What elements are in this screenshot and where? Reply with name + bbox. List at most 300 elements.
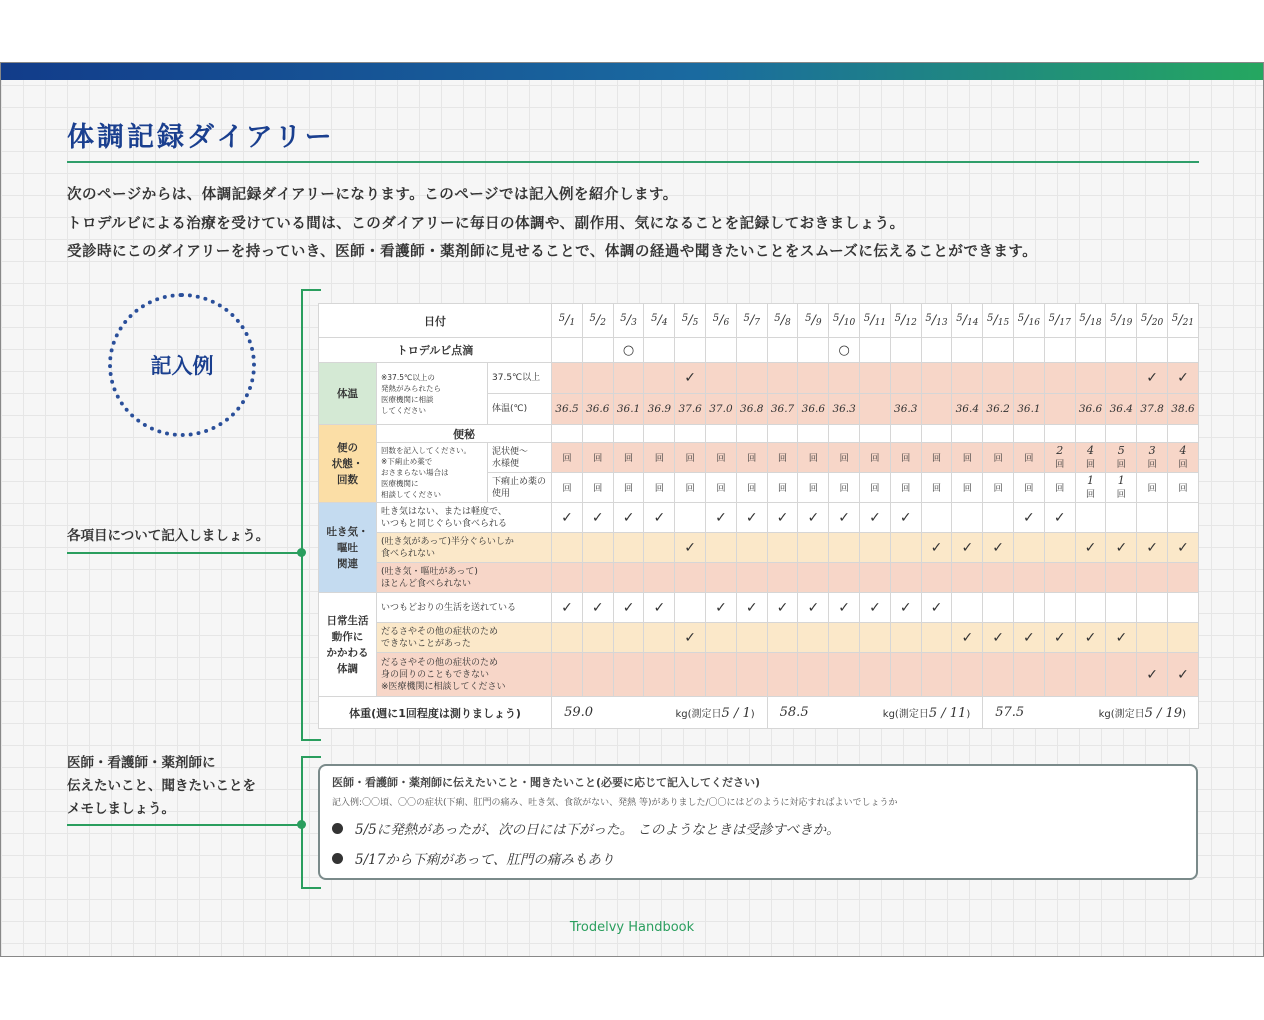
text-line: だるさやその他の症状のため: [381, 626, 499, 637]
daily-cell[interactable]: [1168, 593, 1199, 623]
daily-cell[interactable]: ✓: [921, 593, 952, 623]
loose-stool-cell[interactable]: [798, 443, 829, 473]
nausea-cell[interactable]: [983, 503, 1014, 533]
nausea-cell[interactable]: ✓: [1106, 533, 1137, 563]
temp-cell[interactable]: 36.6: [798, 394, 829, 425]
daily-cell[interactable]: [1106, 593, 1137, 623]
temp-high-cell[interactable]: ✓: [1137, 363, 1168, 394]
daily-cell[interactable]: ✓: [552, 593, 583, 623]
drip-cell[interactable]: [644, 338, 675, 363]
daily-cell[interactable]: [890, 623, 921, 653]
nausea-cell[interactable]: [1137, 503, 1168, 533]
loose-stool-cell[interactable]: [983, 443, 1014, 473]
nausea-cell[interactable]: ✓: [1168, 533, 1199, 563]
constipation-cell[interactable]: [1106, 425, 1137, 443]
daily-cell[interactable]: [1044, 653, 1075, 697]
drip-cell[interactable]: [798, 338, 829, 363]
nausea-cell[interactable]: ✓: [644, 503, 675, 533]
temp-cell[interactable]: 37.6: [675, 394, 706, 425]
loose-stool-cell[interactable]: [706, 443, 737, 473]
drip-cell[interactable]: [983, 338, 1014, 363]
diary-table: [318, 303, 1199, 729]
daily-cell[interactable]: [736, 653, 767, 697]
temp-high-cell[interactable]: ✓: [675, 363, 706, 394]
daily-cell[interactable]: [1106, 653, 1137, 697]
nausea-cell[interactable]: [1014, 563, 1045, 593]
nausea-cell[interactable]: ✓: [952, 533, 983, 563]
nausea-cell[interactable]: ✓: [675, 533, 706, 563]
temp-cell[interactable]: 36.6: [582, 394, 613, 425]
daily-cell[interactable]: [798, 623, 829, 653]
drip-cell[interactable]: [952, 338, 983, 363]
temp-cell[interactable]: 36.4: [952, 394, 983, 425]
constipation-cell[interactable]: [829, 425, 860, 443]
table-row: [319, 533, 1199, 563]
temp-high-cell[interactable]: [952, 363, 983, 394]
nausea-row-label: [377, 563, 552, 593]
nausea-cell[interactable]: [1137, 563, 1168, 593]
nausea-cell[interactable]: [798, 533, 829, 563]
daily-cell[interactable]: ✓: [890, 593, 921, 623]
daily-cell[interactable]: ✓: [675, 623, 706, 653]
temp-high-cell[interactable]: [1044, 363, 1075, 394]
temp-cell[interactable]: 37.8: [1137, 394, 1168, 425]
nausea-cell[interactable]: [860, 533, 891, 563]
count-unit: 回: [870, 454, 880, 464]
table-row: [319, 623, 1199, 653]
temp-high-cell[interactable]: [798, 363, 829, 394]
daily-cell[interactable]: ✓: [582, 593, 613, 623]
nausea-cell[interactable]: [736, 563, 767, 593]
daily-cell[interactable]: ✓: [1137, 653, 1168, 697]
antidiarrheal-cell[interactable]: [552, 473, 583, 503]
drip-cell[interactable]: [706, 338, 737, 363]
nausea-cell[interactable]: [890, 563, 921, 593]
weight-cell[interactable]: [552, 697, 768, 729]
antidiarrheal-cell[interactable]: [644, 473, 675, 503]
temp-high-cell[interactable]: [890, 363, 921, 394]
nausea-cell[interactable]: [552, 533, 583, 563]
weight-date-group: [676, 705, 755, 721]
daily-cell[interactable]: [706, 653, 737, 697]
side-note-line: 伝えたいこと、聞きたいことを: [67, 778, 256, 794]
date-slash: /: [1085, 313, 1091, 328]
antidiarrheal-cell[interactable]: [860, 473, 891, 503]
drip-cell[interactable]: [1014, 338, 1045, 363]
date-month: 5: [774, 313, 781, 324]
nausea-cell[interactable]: [1044, 563, 1075, 593]
daily-cell[interactable]: [644, 653, 675, 697]
count-unit: 回: [901, 454, 911, 464]
nausea-category: [319, 503, 377, 593]
antidiarrheal-cell[interactable]: [952, 473, 983, 503]
drip-cell[interactable]: [860, 338, 891, 363]
daily-cell[interactable]: [1075, 593, 1106, 623]
antidiarrheal-cell[interactable]: [921, 473, 952, 503]
loose-stool-cell[interactable]: [890, 443, 921, 473]
daily-cell[interactable]: [706, 623, 737, 653]
nausea-cell[interactable]: ✓: [1075, 533, 1106, 563]
loose-stool-cell[interactable]: [675, 443, 706, 473]
nausea-cell[interactable]: ✓: [767, 503, 798, 533]
count-unit: 回: [685, 454, 695, 464]
daily-cell[interactable]: [675, 593, 706, 623]
drip-cell[interactable]: [1075, 338, 1106, 363]
loose-stool-cell[interactable]: [921, 443, 952, 473]
drip-cell[interactable]: [582, 338, 613, 363]
count-unit: 回: [716, 454, 726, 464]
daily-cell[interactable]: ✓: [829, 593, 860, 623]
antidiarrheal-count: 1: [1087, 474, 1094, 487]
daily-cell[interactable]: [582, 653, 613, 697]
antidiarrheal-cell[interactable]: [767, 473, 798, 503]
daily-cell[interactable]: [767, 653, 798, 697]
temp-high-cell[interactable]: [613, 363, 644, 394]
date-cell: [1075, 304, 1106, 338]
antidiarrheal-count: 1: [1117, 474, 1125, 487]
temp-cell[interactable]: 37.0: [706, 394, 737, 425]
text-line: 身の回りのこともできない: [381, 669, 490, 680]
nausea-cell[interactable]: ✓: [798, 503, 829, 533]
daily-cell[interactable]: ✓: [736, 593, 767, 623]
daily-cell[interactable]: [1014, 653, 1045, 697]
nausea-cell[interactable]: [1168, 563, 1199, 593]
nausea-cell[interactable]: ✓: [706, 503, 737, 533]
daily-cell[interactable]: [952, 653, 983, 697]
antidiarrheal-cell[interactable]: [983, 473, 1014, 503]
daily-cell[interactable]: [860, 623, 891, 653]
daily-cell[interactable]: ✓: [613, 593, 644, 623]
nausea-cell[interactable]: [890, 533, 921, 563]
drip-cell[interactable]: [1168, 338, 1199, 363]
antidiarrheal-cell[interactable]: [1137, 473, 1168, 503]
loose-stool-cell[interactable]: [644, 443, 675, 473]
daily-cell[interactable]: ✓: [1044, 623, 1075, 653]
daily-cell[interactable]: [613, 623, 644, 653]
constipation-cell[interactable]: [706, 425, 737, 443]
daily-cell[interactable]: [644, 623, 675, 653]
constipation-cell[interactable]: [1137, 425, 1168, 443]
nausea-cell[interactable]: [1106, 563, 1137, 593]
nausea-cell[interactable]: [921, 503, 952, 533]
nausea-cell[interactable]: ✓: [552, 503, 583, 533]
drip-cell[interactable]: [767, 338, 798, 363]
constipation-cell[interactable]: [613, 425, 644, 443]
temp-cell[interactable]: 38.6: [1168, 394, 1199, 425]
date-slash: /: [962, 313, 967, 328]
temp-cell[interactable]: [921, 394, 952, 425]
antidiarrheal-cell[interactable]: [736, 473, 767, 503]
temp-high-cell[interactable]: [767, 363, 798, 394]
daily-cell[interactable]: [921, 653, 952, 697]
daily-cell[interactable]: [582, 623, 613, 653]
nausea-cell[interactable]: [675, 503, 706, 533]
loose-stool-cell[interactable]: [952, 443, 983, 473]
antidiarrheal-cell[interactable]: [890, 473, 921, 503]
temp-high-cell[interactable]: [582, 363, 613, 394]
constipation-cell[interactable]: [552, 425, 583, 443]
text-line: 食べられない: [381, 548, 436, 559]
temp-high-cell[interactable]: [552, 363, 583, 394]
drip-cell[interactable]: ○: [829, 338, 860, 363]
antidiarrheal-cell[interactable]: [1014, 473, 1045, 503]
weight-cell[interactable]: [983, 697, 1199, 729]
loose-stool-cell[interactable]: [582, 443, 613, 473]
drip-cell[interactable]: [1137, 338, 1168, 363]
text-line: いつもと同じぐらい食べられる: [381, 518, 508, 529]
nausea-cell[interactable]: [860, 563, 891, 593]
daily-cell[interactable]: [952, 593, 983, 623]
constipation-cell[interactable]: [921, 425, 952, 443]
nausea-cell[interactable]: ✓: [829, 503, 860, 533]
loose-stool-cell[interactable]: [829, 443, 860, 473]
nausea-cell[interactable]: [1075, 503, 1106, 533]
nausea-cell[interactable]: [613, 533, 644, 563]
temp-cell[interactable]: 36.9: [644, 394, 675, 425]
daily-cell[interactable]: [983, 593, 1014, 623]
weight-close: ): [750, 708, 755, 720]
temp-high-cell[interactable]: [736, 363, 767, 394]
daily-cell[interactable]: [613, 653, 644, 697]
loose-stool-cell[interactable]: [767, 443, 798, 473]
date-day: 20: [1151, 318, 1164, 328]
text-line: ほとんど食べられない: [381, 578, 472, 589]
nausea-cell[interactable]: [613, 563, 644, 593]
constipation-cell[interactable]: [1014, 425, 1045, 443]
daily-cell[interactable]: ✓: [1014, 623, 1045, 653]
nausea-cell[interactable]: [983, 563, 1014, 593]
daily-cell[interactable]: ✓: [644, 593, 675, 623]
constipation-cell[interactable]: [767, 425, 798, 443]
drip-cell[interactable]: [736, 338, 767, 363]
daily-cell[interactable]: [675, 653, 706, 697]
nausea-cell[interactable]: ✓: [921, 533, 952, 563]
temp-cell[interactable]: 36.8: [736, 394, 767, 425]
nausea-cell[interactable]: [1014, 533, 1045, 563]
date-slash: /: [931, 313, 937, 328]
drip-cell[interactable]: ○: [613, 338, 644, 363]
constipation-cell[interactable]: [1044, 425, 1075, 443]
nausea-cell[interactable]: [675, 563, 706, 593]
daily-cell[interactable]: ✓: [706, 593, 737, 623]
daily-cell[interactable]: ✓: [798, 593, 829, 623]
temp-cell[interactable]: 36.4: [1106, 394, 1137, 425]
loose-stool-cell[interactable]: [736, 443, 767, 473]
memo-box[interactable]: [318, 764, 1198, 880]
loose-stool-cell[interactable]: [1075, 443, 1106, 473]
daily-cell[interactable]: [552, 623, 583, 653]
nausea-cell[interactable]: ✓: [860, 503, 891, 533]
daily-cell[interactable]: [736, 623, 767, 653]
antidiarrheal-cell[interactable]: [675, 473, 706, 503]
text-line: 医療機関に: [381, 479, 419, 488]
daily-cell[interactable]: [829, 623, 860, 653]
loose-stool-label: [488, 443, 552, 473]
temp-high-cell[interactable]: [860, 363, 891, 394]
drip-cell[interactable]: [1044, 338, 1075, 363]
temp-cell[interactable]: [1044, 394, 1075, 425]
diary-page: [0, 62, 1264, 957]
nausea-cell[interactable]: [736, 533, 767, 563]
temp-cell[interactable]: 36.2: [983, 394, 1014, 425]
drip-cell[interactable]: [921, 338, 952, 363]
daily-cell[interactable]: [1137, 593, 1168, 623]
constipation-cell[interactable]: [644, 425, 675, 443]
daily-cell[interactable]: ✓: [767, 593, 798, 623]
temp-high-cell[interactable]: [1106, 363, 1137, 394]
antidiarrheal-cell[interactable]: [1044, 473, 1075, 503]
stool-category: [319, 425, 377, 503]
temp-high-cell[interactable]: ✓: [1168, 363, 1199, 394]
loose-stool-cell[interactable]: [1106, 443, 1137, 473]
nausea-cell[interactable]: [767, 563, 798, 593]
daily-cell[interactable]: [829, 653, 860, 697]
memo-title: 医師・看護師・薬剤師に伝えたいこと・聞きたいこと(必要に応じて記入してください): [332, 776, 761, 789]
weight-label: 体重(週に1回程度は測りましょう): [319, 697, 552, 729]
loose-stool-cell[interactable]: [1014, 443, 1045, 473]
nausea-cell[interactable]: [952, 563, 983, 593]
daily-cell[interactable]: [1168, 623, 1199, 653]
nausea-cell[interactable]: ✓: [736, 503, 767, 533]
drip-cell[interactable]: [890, 338, 921, 363]
drip-cell[interactable]: [552, 338, 583, 363]
temp-high-cell[interactable]: [1075, 363, 1106, 394]
loose-stool-cell[interactable]: [860, 443, 891, 473]
count-unit: 回: [1055, 460, 1065, 470]
connector-line: [67, 824, 302, 826]
nausea-cell[interactable]: ✓: [1137, 533, 1168, 563]
table-row: [319, 304, 1199, 338]
daily-cell[interactable]: ✓: [952, 623, 983, 653]
constipation-cell[interactable]: [798, 425, 829, 443]
temp-cell[interactable]: 36.6: [1075, 394, 1106, 425]
temp-high-cell[interactable]: [644, 363, 675, 394]
date-slash: /: [1024, 313, 1029, 328]
constipation-cell[interactable]: [582, 425, 613, 443]
daily-cell[interactable]: ✓: [1106, 623, 1137, 653]
constipation-cell[interactable]: [983, 425, 1014, 443]
nausea-cell[interactable]: ✓: [613, 503, 644, 533]
loose-stool-cell[interactable]: [1044, 443, 1075, 473]
nausea-cell[interactable]: [1044, 533, 1075, 563]
temp-high-cell[interactable]: [829, 363, 860, 394]
nausea-cell[interactable]: [706, 563, 737, 593]
date-slash: /: [811, 313, 816, 328]
daily-cell[interactable]: [890, 653, 921, 697]
antidiarrheal-cell[interactable]: [1106, 473, 1137, 503]
nausea-cell[interactable]: [829, 563, 860, 593]
temp-high-cell[interactable]: [921, 363, 952, 394]
daily-cell[interactable]: ✓: [1075, 623, 1106, 653]
temp-high-cell[interactable]: [706, 363, 737, 394]
constipation-cell[interactable]: [1168, 425, 1199, 443]
daily-cell[interactable]: [1044, 593, 1075, 623]
drip-cell[interactable]: [1106, 338, 1137, 363]
temp-cell[interactable]: 36.3: [829, 394, 860, 425]
daily-cell[interactable]: [1075, 653, 1106, 697]
temp-cell[interactable]: 36.3: [890, 394, 921, 425]
antidiarrheal-cell[interactable]: [1168, 473, 1199, 503]
temp-high-cell[interactable]: [1014, 363, 1045, 394]
antidiarrheal-cell[interactable]: [613, 473, 644, 503]
daily-cell[interactable]: ✓: [860, 593, 891, 623]
constipation-cell[interactable]: [1075, 425, 1106, 443]
loose-stool-cell[interactable]: [552, 443, 583, 473]
nausea-cell[interactable]: [767, 533, 798, 563]
temp-cell[interactable]: 36.7: [767, 394, 798, 425]
nausea-cell[interactable]: [1168, 503, 1199, 533]
daily-cell[interactable]: [860, 653, 891, 697]
daily-cell[interactable]: ✓: [983, 623, 1014, 653]
nausea-cell[interactable]: [552, 563, 583, 593]
date-cell: [1106, 304, 1137, 338]
date-month: 5: [681, 313, 689, 324]
daily-cell[interactable]: [552, 653, 583, 697]
antidiarrheal-cell[interactable]: [829, 473, 860, 503]
antidiarrheal-cell[interactable]: [582, 473, 613, 503]
antidiarrheal-cell[interactable]: [798, 473, 829, 503]
text-line: かかわる: [326, 646, 369, 659]
nausea-cell[interactable]: ✓: [1044, 503, 1075, 533]
drip-cell[interactable]: [675, 338, 706, 363]
text-line: 泥状便～: [492, 446, 529, 457]
nausea-cell[interactable]: ✓: [890, 503, 921, 533]
nausea-cell[interactable]: [1106, 503, 1137, 533]
loose-stool-cell[interactable]: [613, 443, 644, 473]
nausea-cell[interactable]: [952, 503, 983, 533]
nausea-cell[interactable]: ✓: [1014, 503, 1045, 533]
daily-cell[interactable]: [767, 623, 798, 653]
nausea-cell[interactable]: [582, 533, 613, 563]
nausea-cell[interactable]: ✓: [983, 533, 1014, 563]
nausea-cell[interactable]: [706, 533, 737, 563]
daily-cell[interactable]: [1014, 593, 1045, 623]
count-unit: 回: [747, 484, 757, 494]
daily-cell[interactable]: ✓: [1168, 653, 1199, 697]
nausea-cell[interactable]: [644, 533, 675, 563]
constipation-cell[interactable]: [860, 425, 891, 443]
nausea-cell[interactable]: ✓: [582, 503, 613, 533]
bracket-bottom: [301, 887, 321, 889]
nausea-cell[interactable]: [1075, 563, 1106, 593]
temp-cell[interactable]: 36.1: [613, 394, 644, 425]
weight-date: 5 / 19: [1144, 705, 1183, 721]
count-unit: 回: [1147, 484, 1157, 494]
temp-cell[interactable]: [860, 394, 891, 425]
constipation-cell[interactable]: [736, 425, 767, 443]
nausea-cell[interactable]: [582, 563, 613, 593]
nausea-cell[interactable]: [644, 563, 675, 593]
loose-stool-cell[interactable]: [1168, 443, 1199, 473]
temp-cell[interactable]: 36.5: [552, 394, 583, 425]
weight-cell[interactable]: [767, 697, 983, 729]
constipation-cell[interactable]: [675, 425, 706, 443]
nausea-cell[interactable]: [921, 563, 952, 593]
antidiarrheal-cell[interactable]: [1075, 473, 1106, 503]
loose-stool-cell[interactable]: [1137, 443, 1168, 473]
daily-cell[interactable]: [983, 653, 1014, 697]
antidiarrheal-cell[interactable]: [706, 473, 737, 503]
daily-cell[interactable]: [921, 623, 952, 653]
nausea-cell[interactable]: [829, 533, 860, 563]
nausea-cell[interactable]: [798, 563, 829, 593]
temp-cell[interactable]: 36.1: [1014, 394, 1045, 425]
constipation-cell[interactable]: [890, 425, 921, 443]
daily-cell[interactable]: [798, 653, 829, 697]
daily-cell[interactable]: [1137, 623, 1168, 653]
temp-high-cell[interactable]: [983, 363, 1014, 394]
constipation-cell[interactable]: [952, 425, 983, 443]
